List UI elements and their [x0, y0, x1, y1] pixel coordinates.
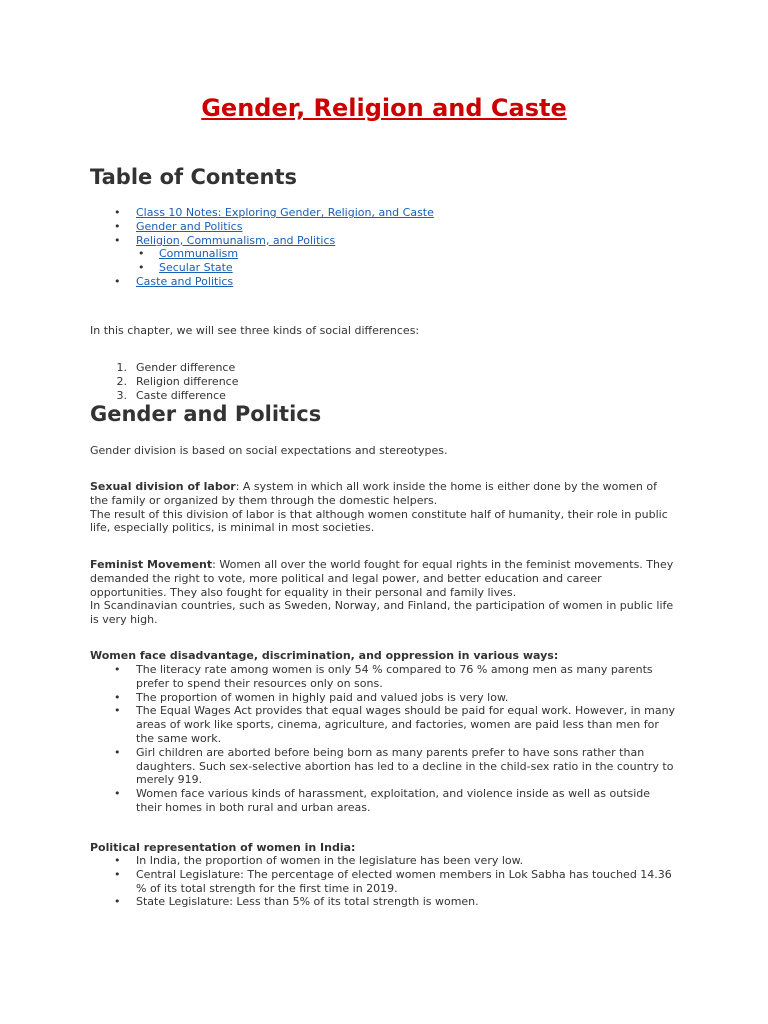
- page-title: Gender, Religion and Caste: [201, 94, 567, 122]
- bullet-icon: •: [114, 854, 121, 867]
- list-item: • The Equal Wages Act provides that equal wages should be paid for equal work. However, in many areas of work like sports, cinema, agriculture, and factories, women are paid less than men for the same work.: [114, 704, 676, 745]
- toc-subitem: [138, 261, 696, 275]
- list-item: • Central Legislature: The percentage of elected women members in Lok Sabha has touched 14.36 % of its total strength for the first time in 2019.: [114, 867, 672, 895]
- sexual-division-paragraph: Sexual division of labor: A system in which all work inside the home is either done by the women of the family or organized by them through the domestic helpers. The result of this division of labor is that although women constitute half of humanity, their role in public life, especially politics, is minimal in most societies.: [90, 480, 668, 535]
- term-label: Feminist Movement: [90, 558, 213, 571]
- list-item: 2. Religion difference: [116, 374, 239, 388]
- disadvantage-heading: Women face disadvantage, discrimination, and oppression in various ways:: [90, 649, 559, 662]
- toc-link-caste-politics[interactable]: Caste and Politics: [136, 274, 234, 288]
- bullet-icon: •: [114, 663, 121, 676]
- toc-list: [114, 206, 696, 289]
- disadvantage-list: [114, 663, 676, 815]
- bullet-icon: •: [114, 233, 121, 247]
- toc-sublist: [136, 247, 696, 275]
- toc-item: [114, 274, 696, 289]
- division-text: Gender division is based on social expectations and stereotypes.: [90, 444, 448, 457]
- bullet-icon: •: [138, 261, 145, 275]
- term-label: Sexual division of labor: [90, 480, 236, 493]
- bullet-icon: •: [114, 867, 121, 881]
- bullet-icon: •: [114, 274, 121, 288]
- toc-link-gender-politics[interactable]: Gender and Politics: [136, 219, 243, 233]
- bullet-icon: •: [114, 206, 121, 219]
- list-item: • The proportion of women in highly paid and valued jobs is very low.: [114, 690, 509, 704]
- toc-subitem: [138, 247, 696, 261]
- bullet-icon: •: [114, 219, 121, 233]
- toc-item: [114, 233, 696, 275]
- bullet-icon: •: [114, 787, 121, 801]
- differences-list: [116, 361, 536, 402]
- bullet-icon: •: [114, 745, 121, 759]
- list-item: 3. Caste difference: [116, 388, 226, 402]
- list-item: 1. Gender difference: [116, 361, 236, 374]
- toc-item: [114, 206, 696, 220]
- list-item: • Girl children are aborted before being born as many parents prefer to have sons rather than daughters. Such sex-selective abortion has led to a decline in the child-sex ratio in the country to merely 919.: [114, 745, 674, 787]
- feminist-paragraph: Feminist Movement: Women all over the world fought for equal rights in the feminist movements. They demanded the right to vote, more political and legal power, and better education and career opportunities. They also fought for equality in their personal and family lives. In Scandinavian countries, such as Sweden, Norway, and Finland, the participation of women in public life is very high.: [90, 558, 674, 627]
- bullet-icon: •: [114, 704, 121, 718]
- list-item: • In India, the proportion of women in the legislature has been very low.: [114, 854, 524, 867]
- toc-item: [114, 219, 696, 234]
- section-heading: Gender and Politics: [90, 402, 322, 426]
- toc-heading: Table of Contents: [90, 165, 298, 189]
- toc-link-secular-state[interactable]: Secular State: [159, 261, 233, 275]
- list-item: • The literacy rate among women is only 54 % compared to 76 % among men as many parents prefer to spend their resources only on sons.: [114, 663, 653, 690]
- toc-link-class10-notes[interactable]: Class 10 Notes: Exploring Gender, Religion, and Caste: [136, 206, 434, 219]
- list-item: • Women face various kinds of harassment, exploitation, and violence inside as well as outside their homes in both rural and urban areas.: [114, 787, 651, 814]
- bullet-icon: •: [138, 247, 145, 261]
- list-item: • State Legislature: Less than 5% of its total strength is women.: [114, 895, 479, 909]
- bullet-icon: •: [114, 895, 121, 909]
- intro-text: In this chapter, we will see three kinds of social differences:: [90, 324, 420, 337]
- representation-list: [114, 854, 676, 909]
- bullet-icon: •: [114, 690, 121, 704]
- representation-heading: Political representation of women in India:: [90, 841, 356, 854]
- toc-link-religion-communalism[interactable]: Religion, Communalism, and Politics: [136, 233, 336, 247]
- toc-link-communalism[interactable]: Communalism: [159, 247, 239, 261]
